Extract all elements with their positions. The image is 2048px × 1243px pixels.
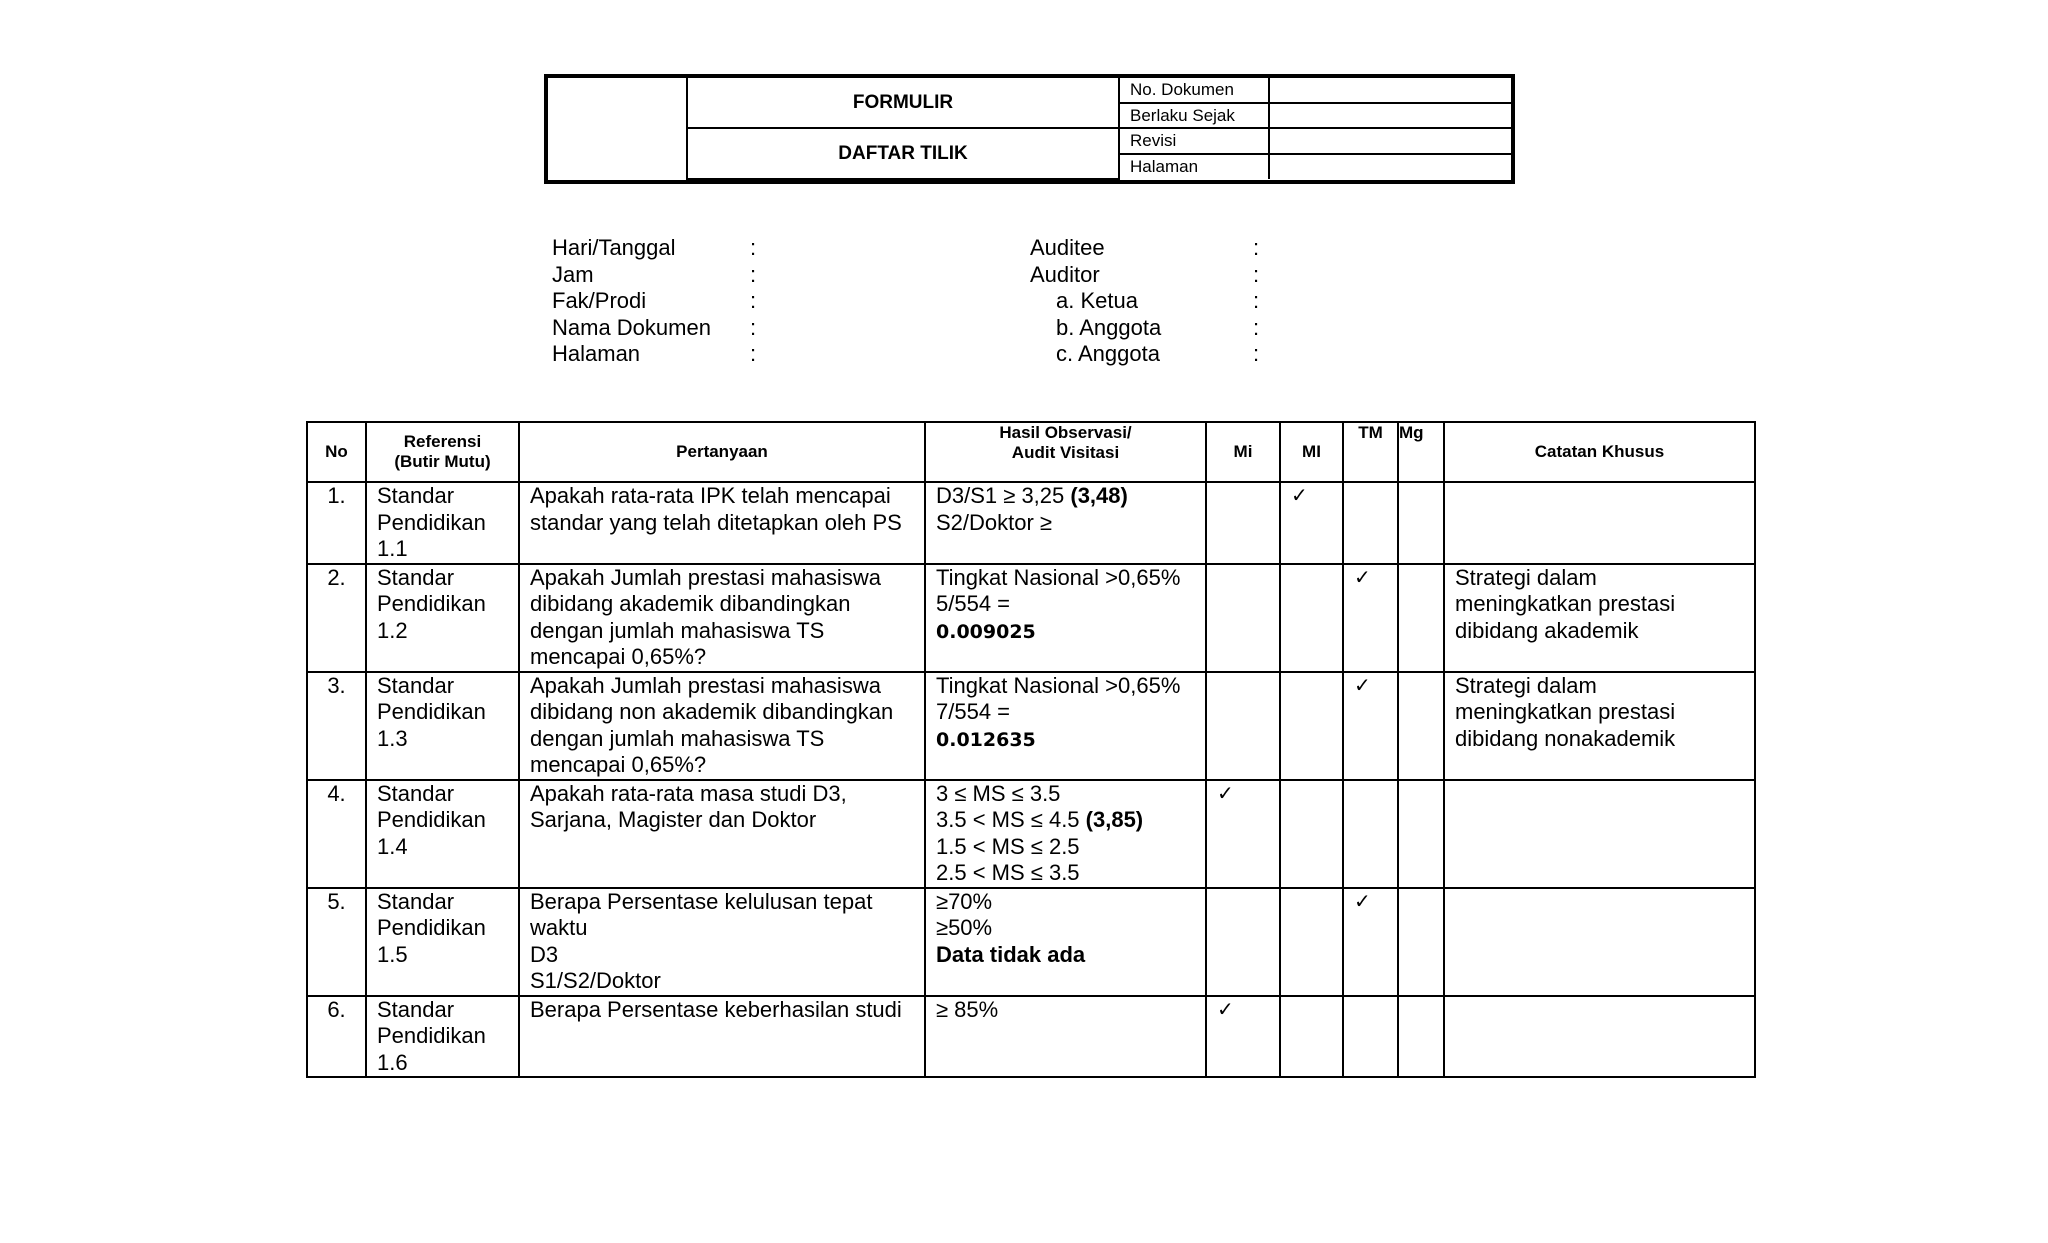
table-row (307, 482, 1755, 564)
table-row (307, 780, 1755, 888)
logo-cell (548, 78, 687, 179)
doc-number-label: No. Dokumen (1119, 78, 1269, 103)
row-number: 4. (307, 780, 366, 888)
table-row (307, 888, 1755, 996)
row-tm-cell (1343, 888, 1398, 996)
row-referensi: Standar Pendidikan 1.5 (366, 888, 519, 996)
info-row-ketua: a. Ketua : (1056, 288, 1260, 313)
row-mi-cell (1280, 996, 1343, 1078)
col-mi-lower-header: Mi (1206, 422, 1280, 482)
valid-since-label: Berlaku Sejak (1119, 103, 1269, 129)
row-catatan-khusus (1444, 482, 1755, 564)
audit-info-right (1030, 235, 1259, 368)
row-mi-cell (1280, 888, 1343, 996)
row-pertanyaan: Apakah Jumlah prestasi mahasiswa dibidang non akademik dibandingkan dengan jumlah mahasiswa TS mencapai 0,65%? (519, 672, 925, 780)
row-pertanyaan: Berapa Persentase kelulusan tepat waktu D3 S1/S2/Doktor (519, 888, 925, 996)
row-mg-cell (1398, 672, 1444, 780)
row-hasil-observasi: ≥ 85% (925, 996, 1206, 1078)
row-number: 6. (307, 996, 366, 1078)
col-catatan-header: Catatan Khusus (1444, 422, 1755, 482)
row-mi-cell (1206, 996, 1280, 1078)
row-mg-cell (1398, 888, 1444, 996)
check-mark-icon: ✓ (1354, 674, 1371, 697)
valid-since-value (1269, 103, 1511, 129)
row-catatan-khusus: Strategi dalam meningkatkan prestasi dibidang akademik (1444, 564, 1755, 672)
check-mark-icon: ✓ (1354, 890, 1371, 913)
row-mi-cell (1280, 780, 1343, 888)
row-tm-cell (1343, 564, 1398, 672)
doc-number-value (1269, 78, 1511, 103)
page-value (1269, 154, 1511, 179)
row-pertanyaan: Berapa Persentase keberhasilan studi (519, 996, 925, 1078)
row-mi-cell (1280, 482, 1343, 564)
row-catatan-khusus: Strategi dalam meningkatkan prestasi dibidang nonakademik (1444, 672, 1755, 780)
revision-value (1269, 128, 1511, 154)
info-row-auditor: Auditor : (1030, 261, 1260, 287)
row-number: 1. (307, 482, 366, 564)
row-tm-cell (1343, 482, 1398, 564)
row-mg-cell (1398, 482, 1444, 564)
form-subtitle: DAFTAR TILIK (687, 128, 1119, 179)
check-mark-icon: ✓ (1217, 998, 1234, 1021)
row-hasil-observasi: Tingkat Nasional >0,65% 7/554 = 0.012635 (925, 672, 1206, 780)
page-label: Halaman (1119, 154, 1269, 179)
row-tm-cell (1343, 996, 1398, 1078)
table-row (307, 996, 1755, 1078)
table-row (307, 672, 1755, 780)
row-mi-cell (1206, 888, 1280, 996)
form-header (544, 74, 1515, 184)
checklist-body (307, 482, 1755, 1077)
check-mark-icon: ✓ (1217, 782, 1234, 805)
row-mi-cell (1206, 564, 1280, 672)
row-referensi: Standar Pendidikan 1.6 (366, 996, 519, 1078)
col-mg-header: Mg (1398, 422, 1444, 482)
row-hasil-observasi: Tingkat Nasional >0,65% 5/554 = 0.009025 (925, 564, 1206, 672)
row-mi-cell (1206, 780, 1280, 888)
check-mark-icon: ✓ (1354, 566, 1371, 589)
row-pertanyaan: Apakah rata-rata masa studi D3, Sarjana, Magister dan Doktor (519, 780, 925, 888)
table-row (307, 564, 1755, 672)
row-referensi: Standar Pendidikan 1.2 (366, 564, 519, 672)
revision-label: Revisi (1119, 128, 1269, 154)
info-row-faculty: Fak/Prodi : (552, 288, 757, 313)
row-catatan-khusus (1444, 888, 1755, 996)
info-row-document-name: Nama Dokumen : (552, 314, 757, 340)
row-mg-cell (1398, 564, 1444, 672)
col-referensi-header: Referensi (Butir Mutu) (366, 422, 519, 482)
checklist-table (306, 421, 1756, 1078)
col-hasil-header: Hasil Observasi/ Audit Visitasi (925, 422, 1206, 482)
info-row-anggota-b: b. Anggota : (1056, 314, 1260, 340)
row-referensi: Standar Pendidikan 1.4 (366, 780, 519, 888)
col-mi-upper-header: MI (1280, 422, 1343, 482)
row-number: 2. (307, 564, 366, 672)
row-mi-cell (1206, 672, 1280, 780)
row-referensi: Standar Pendidikan 1.3 (366, 672, 519, 780)
row-tm-cell (1343, 672, 1398, 780)
row-hasil-observasi: D3/S1 ≥ 3,25 (3,48) S2/Doktor ≥ (925, 482, 1206, 564)
table-header-row (307, 422, 1755, 482)
row-mg-cell (1398, 780, 1444, 888)
row-hasil-observasi: 3 ≤ MS ≤ 3.5 3.5 < MS ≤ 4.5 (3,85) 1.5 < MS ≤ 2.5 2.5 < MS ≤ 3.5 (925, 780, 1206, 888)
row-referensi: Standar Pendidikan 1.1 (366, 482, 519, 564)
row-mg-cell (1398, 996, 1444, 1078)
col-tm-header: TM (1343, 422, 1398, 482)
check-mark-icon: ✓ (1291, 485, 1308, 507)
info-row-page: Halaman : (552, 341, 757, 366)
row-hasil-observasi: ≥70% ≥50% Data tidak ada (925, 888, 1206, 996)
row-tm-cell (1343, 780, 1398, 888)
row-mi-cell (1280, 672, 1343, 780)
col-pertanyaan-header: Pertanyaan (519, 422, 925, 482)
info-row-auditee: Auditee : (1030, 235, 1260, 260)
row-pertanyaan: Apakah Jumlah prestasi mahasiswa dibidang akademik dibandingkan dengan jumlah mahasiswa TS mencapai 0,65%? (519, 564, 925, 672)
row-mi-cell (1280, 564, 1343, 672)
row-mi-cell (1206, 482, 1280, 564)
info-row-time: Jam : (552, 261, 757, 287)
col-no-header: No (307, 422, 366, 482)
row-catatan-khusus (1444, 780, 1755, 888)
row-number: 3. (307, 672, 366, 780)
info-row-anggota-c: c. Anggota : (1056, 341, 1260, 366)
audit-info-left (552, 235, 756, 368)
info-row-date: Hari/Tanggal : (552, 235, 757, 260)
row-catatan-khusus (1444, 996, 1755, 1078)
row-number: 5. (307, 888, 366, 996)
row-pertanyaan: Apakah rata-rata IPK telah mencapai standar yang telah ditetapkan oleh PS (519, 482, 925, 564)
form-title: FORMULIR (687, 78, 1119, 128)
